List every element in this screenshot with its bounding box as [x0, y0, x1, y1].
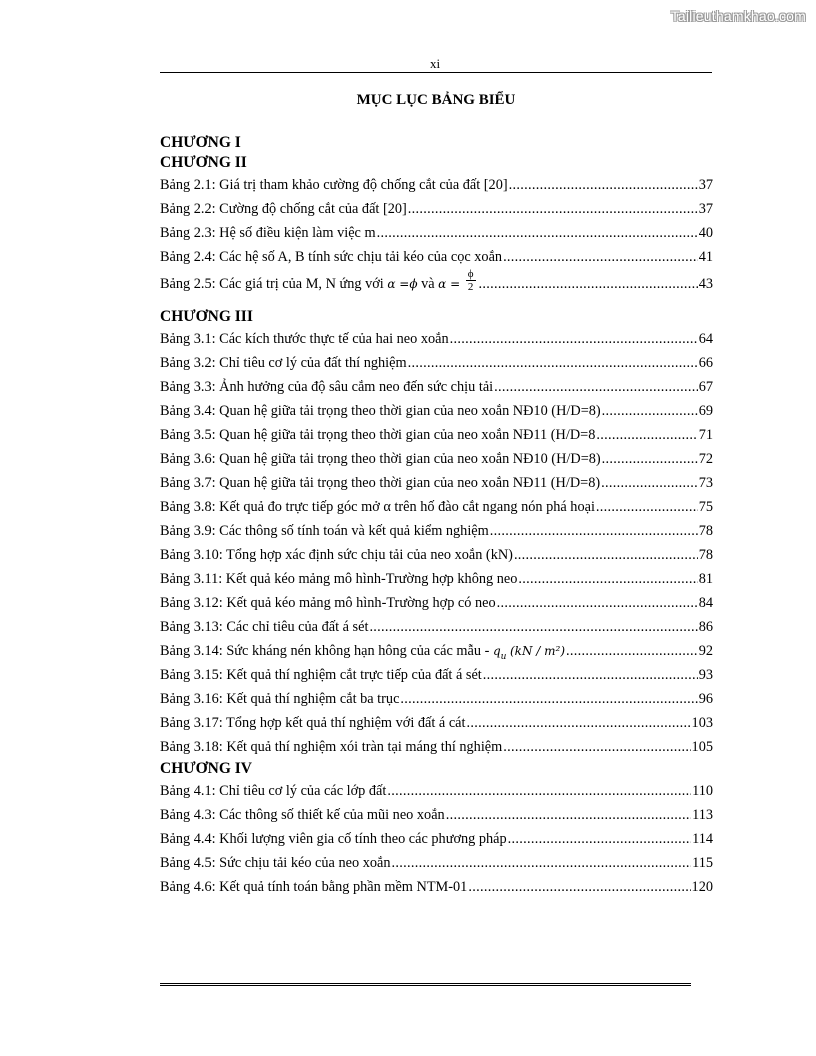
dot-leader	[408, 197, 698, 221]
dot-leader	[467, 711, 691, 735]
toc-entry-label-text: Bảng 3.14: Sức kháng nén không hạn hông của các mẫu -	[160, 643, 490, 659]
toc-entry[interactable]	[160, 221, 713, 245]
toc-entry-page: 73	[698, 475, 713, 491]
dot-leader	[490, 519, 698, 543]
toc-entry-page: 40	[698, 225, 713, 241]
dot-leader	[408, 351, 698, 375]
chapter-heading-3: CHƯƠNG III	[160, 308, 253, 325]
toc-entry-page: 72	[698, 451, 713, 467]
toc-entry-page: 114	[692, 831, 713, 847]
toc-entry-label: Bảng 3.13: Các chỉ tiêu của đất á sét	[160, 619, 369, 635]
toc-entry-label: Bảng 4.3: Các thông số thiết kế của mũi neo xoắn	[160, 807, 445, 823]
math-q: q	[492, 644, 501, 658]
toc-entry-page: 115	[692, 855, 713, 871]
fraction-numerator: ϕ	[467, 268, 474, 281]
toc-entry[interactable]	[160, 779, 713, 803]
dot-leader	[450, 327, 698, 351]
toc-entry[interactable]	[160, 567, 713, 591]
dot-leader	[468, 875, 690, 899]
toc-entry-page: 93	[698, 667, 713, 683]
toc-entry[interactable]	[160, 423, 713, 447]
toc-entry-page: 41	[698, 249, 713, 265]
dot-leader	[503, 735, 690, 759]
dot-leader	[497, 591, 698, 615]
dot-leader	[494, 375, 698, 399]
toc-entry-page: 64	[698, 331, 713, 347]
toc-entry[interactable]	[160, 803, 713, 827]
toc-entry-label: Bảng 3.6: Quan hệ giữa tải trọng theo thời gian của neo xoắn NĐ10 (H/D=8)	[160, 451, 601, 467]
toc-entry-page: 69	[698, 403, 713, 419]
toc-entry-page: 92	[698, 643, 713, 659]
dot-leader	[377, 221, 698, 245]
toc-entry-page: 81	[698, 571, 713, 587]
toc-entry[interactable]	[160, 519, 713, 543]
toc-entry-page: 37	[698, 201, 713, 217]
page-title: MỤC LỤC BẢNG BIỂU	[356, 92, 516, 108]
toc-entry-page: 86	[698, 619, 713, 635]
math-alpha-phi: α =ϕ	[387, 277, 418, 291]
toc-entry-page: 37	[698, 177, 713, 193]
dot-leader	[446, 803, 691, 827]
toc-entry-label: Bảng 2.3: Hệ số điều kiện làm việc m	[160, 225, 376, 241]
toc-entry[interactable]	[160, 269, 713, 303]
toc-entry-page: 84	[698, 595, 713, 611]
math-unit: (kN / m²)	[510, 644, 565, 658]
math-alpha-eq: α =	[438, 277, 461, 291]
dot-leader	[508, 827, 691, 851]
toc-entry-label: Bảng 3.3: Ảnh hưởng của độ sâu cắm neo đến sức chịu tải	[160, 379, 494, 395]
toc-entry-page: 78	[698, 523, 713, 539]
toc-entry-page: 43	[698, 276, 713, 292]
dot-leader	[596, 423, 697, 447]
toc-entry[interactable]	[160, 375, 713, 399]
toc-entry-page: 113	[692, 807, 713, 823]
toc-entry-label: Bảng 4.6: Kết quả tính toán bằng phần mềm NTM-01	[160, 879, 468, 895]
conjunction-text: và	[421, 276, 435, 292]
dot-leader	[483, 663, 698, 687]
dot-leader	[514, 543, 698, 567]
toc-entry[interactable]	[160, 875, 713, 899]
footer-rule	[160, 983, 691, 986]
chapter-heading-1: CHƯƠNG I	[160, 134, 241, 151]
dot-leader	[602, 399, 698, 423]
dot-leader	[509, 173, 698, 197]
toc-entry-label: Bảng 3.10: Tổng hợp xác định sức chịu tải của neo xoắn (kN)	[160, 547, 513, 563]
dot-leader	[503, 245, 698, 269]
fraction-denominator: 2	[467, 281, 474, 294]
toc-entry-label: Bảng 3.18: Kết quả thí nghiệm xói tràn tại máng thí nghiệm	[160, 739, 503, 755]
math-fraction	[466, 268, 476, 293]
toc-entry-page: 71	[698, 427, 713, 443]
toc-entry-label	[160, 269, 478, 299]
toc-entry-page: 103	[691, 715, 713, 731]
page-number: xi	[429, 56, 441, 71]
toc-entry[interactable]	[160, 851, 713, 875]
dot-leader	[601, 471, 698, 495]
dot-leader	[400, 687, 697, 711]
toc-entry-label: Bảng 3.16: Kết quả thí nghiệm cắt ba trục	[160, 691, 400, 707]
toc-entry[interactable]	[160, 827, 713, 851]
chapter-heading-2: CHƯƠNG II	[160, 154, 247, 171]
toc-entry-label: Bảng 3.2: Chỉ tiêu cơ lý của đất thí nghiệm	[160, 355, 407, 371]
toc-entry[interactable]	[160, 711, 713, 735]
toc-entry[interactable]	[160, 543, 713, 567]
toc-entry[interactable]	[160, 495, 713, 519]
toc-entry[interactable]	[160, 591, 713, 615]
watermark-text: Tailieuthamkhao.com	[670, 8, 806, 24]
toc-entry[interactable]	[160, 735, 713, 759]
toc-entry-label: Bảng 3.12: Kết quả kéo mảng mô hình-Trường hợp có neo	[160, 595, 496, 611]
toc-entry-page: 105	[691, 739, 713, 755]
toc-entry-label: Bảng 4.1: Chỉ tiêu cơ lý của các lớp đất	[160, 783, 387, 799]
math-subscript: u	[500, 651, 507, 662]
toc-entry-page: 96	[698, 691, 713, 707]
toc-entry-label: Bảng 2.4: Các hệ số A, B tính sức chịu tải kéo của cọc xoắn	[160, 249, 503, 265]
toc-entry[interactable]	[160, 447, 713, 471]
toc-entry-label: Bảng 3.4: Quan hệ giữa tải trọng theo thời gian của neo xoắn NĐ10 (H/D=8)	[160, 403, 601, 419]
dot-leader	[479, 269, 698, 299]
toc-entry-page: 66	[698, 355, 713, 371]
toc-entry-label: Bảng 2.2: Cường độ chống cắt của đất [20]	[160, 201, 407, 217]
dot-leader	[387, 779, 691, 803]
toc-entry-page: 78	[698, 547, 713, 563]
toc-entry-label: Bảng 3.8: Kết quả đo trực tiếp góc mở α trên hố đào cắt ngang nón phá hoại	[160, 499, 595, 515]
toc-entry-label: Bảng 4.5: Sức chịu tải kéo của neo xoắn	[160, 855, 391, 871]
toc-entry[interactable]	[160, 687, 713, 711]
toc-entry[interactable]	[160, 663, 713, 687]
toc-entry[interactable]	[160, 351, 713, 375]
toc-entry-label: Bảng 3.17: Tổng hợp kết quả thí nghiệm với đất á cát	[160, 715, 466, 731]
toc-entry-page: 120	[691, 879, 713, 895]
dot-leader	[566, 639, 698, 663]
dot-leader	[602, 447, 698, 471]
toc-entry-label: Bảng 3.11: Kết quả kéo mảng mô hình-Trường hợp không neo	[160, 571, 518, 587]
dot-leader	[391, 851, 691, 875]
toc-entry-label: Bảng 3.7: Quan hệ giữa tải trọng theo thời gian của neo xoắn NĐ11 (H/D=8)	[160, 475, 601, 491]
toc-entry[interactable]	[160, 615, 713, 639]
toc-entry-label: Bảng 3.1: Các kích thước thực tế của hai neo xoắn	[160, 331, 449, 347]
header-rule	[160, 72, 712, 73]
toc-entry-label: Bảng 3.5: Quan hệ giữa tải trọng theo thời gian của neo xoắn NĐ11 (H/D=8	[160, 427, 596, 443]
toc-entry-page: 67	[698, 379, 713, 395]
dot-leader	[596, 495, 698, 519]
toc-entry-label: Bảng 4.4: Khối lượng viên gia cố tính theo các phương pháp	[160, 831, 507, 847]
toc-entry[interactable]	[160, 197, 713, 221]
toc-entry-label: Bảng 3.15: Kết quả thí nghiệm cắt trực tiếp của đất á sét	[160, 667, 482, 683]
toc-entry[interactable]	[160, 471, 713, 495]
toc-entry-label: Bảng 2.1: Giá trị tham khảo cường độ chống cắt của đất [20]	[160, 177, 508, 193]
toc-entry-label: Bảng 3.9: Các thông số tính toán và kết quả kiểm nghiệm	[160, 523, 489, 539]
toc-entry-label-text: Bảng 2.5: Các giá trị của M, N ứng với	[160, 276, 384, 292]
toc-entry[interactable]	[160, 327, 713, 351]
chapter-heading-4: CHƯƠNG IV	[160, 760, 252, 777]
toc-entry[interactable]	[160, 173, 713, 197]
toc-entry[interactable]	[160, 639, 713, 663]
dot-leader	[369, 615, 697, 639]
toc-entry-page: 75	[698, 499, 713, 515]
toc-entry[interactable]	[160, 245, 713, 269]
table-of-tables	[160, 133, 713, 899]
toc-entry-page: 110	[692, 783, 713, 799]
dot-leader	[518, 567, 697, 591]
toc-entry[interactable]	[160, 399, 713, 423]
